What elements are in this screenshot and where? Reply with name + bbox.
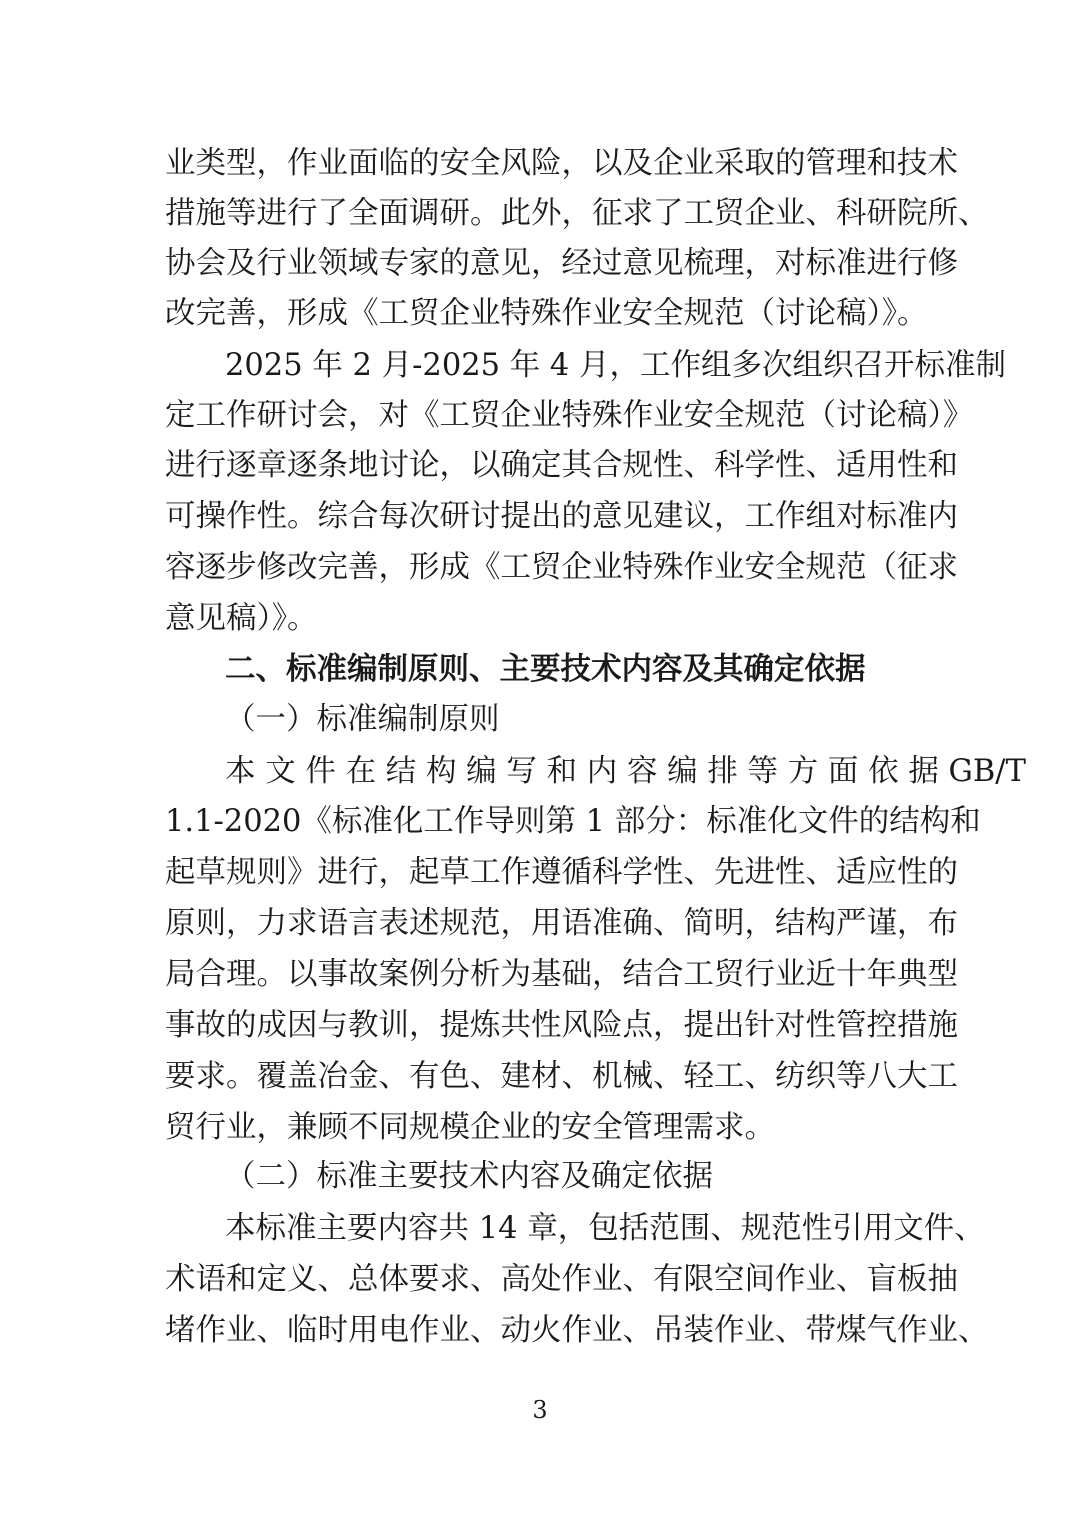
paragraph-line: 意见稿）》。 — [165, 601, 318, 636]
paragraph-line: 协会及行业领域专家的意见，经过意见梳理，对标准进行修 — [165, 246, 958, 281]
paragraph-line: 1.1-2020《标准化工作导则第 1 部分：标准化文件的结构和 — [165, 804, 981, 839]
section-heading: 二、标准编制原则、主要技术内容及其确定依据 — [225, 652, 866, 687]
paragraph-line: 2025 年 2 月-2025 年 4 月，工作组多次组织召开标准制 — [225, 348, 1007, 383]
paragraph-line: 原则，力求语言表述规范，用语准确、简明，结构严谨，布 — [165, 906, 958, 941]
paragraph-line: 本 文 件 在 结 构 编 写 和 内 容 编 排 等 方 面 依 据 GB/T — [225, 754, 1026, 789]
paragraph-line: 本标准主要内容共 14 章，包括范围、规范性引用文件、 — [225, 1211, 985, 1246]
paragraph-line: 堵作业、临时用电作业、动火作业、吊装作业、带煤气作业、 — [165, 1313, 989, 1348]
paragraph-line: 要求。覆盖冶金、有色、建材、机械、轻工、纺织等八大工 — [165, 1059, 958, 1094]
paragraph-line: 事故的成因与教训，提炼共性风险点，提出针对性管控措施 — [165, 1008, 958, 1043]
paragraph-line: 起草规则》进行，起草工作遵循科学性、先进性、适应性的 — [165, 855, 958, 890]
paragraph-line: 进行逐章逐条地讨论，以确定其合规性、科学性、适用性和 — [165, 448, 958, 483]
paragraph-line: 局合理。以事故案例分析为基础，结合工贸行业近十年典型 — [165, 957, 958, 992]
paragraph-line: 业类型，作业面临的安全风险，以及企业采取的管理和技术 — [165, 146, 958, 181]
paragraph-line: 容逐步修改完善，形成《工贸企业特殊作业安全规范（征求 — [165, 550, 958, 585]
paragraph-line: 贸行业，兼顾不同规模企业的安全管理需求。 — [165, 1110, 775, 1145]
paragraph-line: 措施等进行了全面调研。此外，征求了工贸企业、科研院所、 — [165, 196, 989, 231]
subsection-title: （一）标准编制原则 — [225, 702, 500, 737]
paragraph-line: 术语和定义、总体要求、高处作业、有限空间作业、盲板抽 — [165, 1262, 958, 1297]
subsection-title: （二）标准主要技术内容及确定依据 — [225, 1159, 713, 1194]
page-number: 3 — [532, 1396, 548, 1424]
paragraph-line: 定工作研讨会，对《工贸企业特殊作业安全规范（讨论稿）》 — [165, 398, 974, 433]
paragraph-line: 改完善，形成《工贸企业特殊作业安全规范（讨论稿）》。 — [165, 296, 928, 331]
paragraph-line: 可操作性。综合每次研讨提出的意见建议，工作组对标准内 — [165, 499, 958, 534]
